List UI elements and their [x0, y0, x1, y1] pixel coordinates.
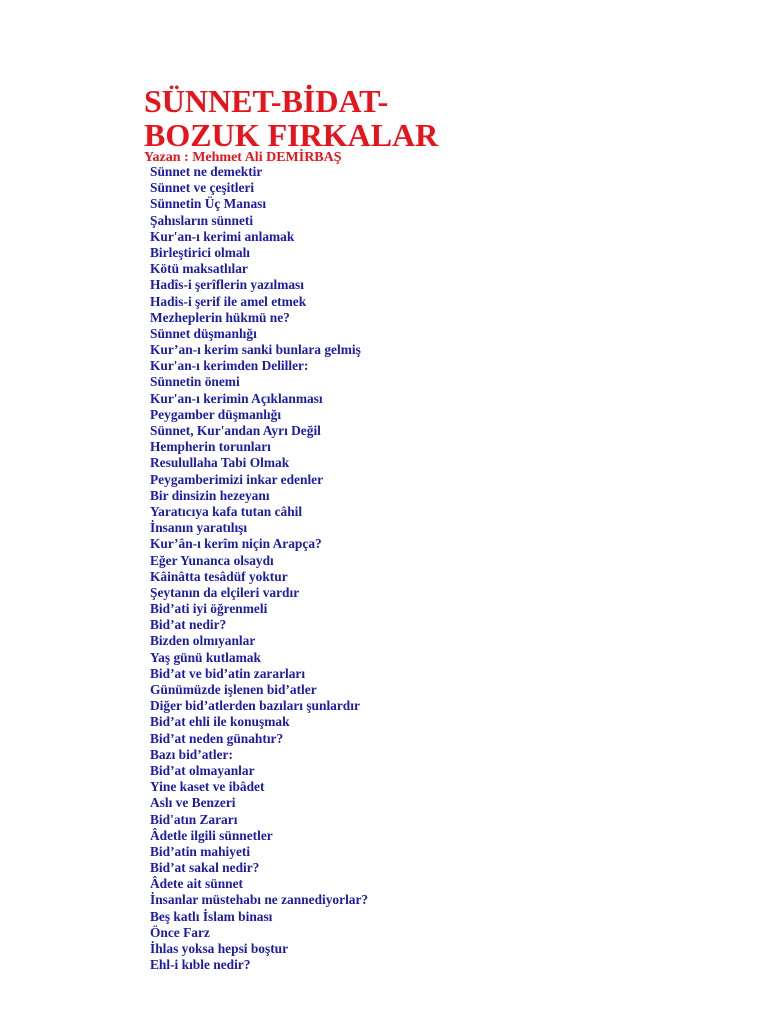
toc-link[interactable]: Bid’ati iyi öğrenmeli	[150, 601, 268, 617]
toc-link[interactable]: Sünnetin Üç Manası	[150, 196, 267, 212]
toc-link[interactable]: Aslı ve Benzeri	[150, 795, 236, 811]
toc-link[interactable]: Mezheplerin hükmü ne?	[150, 309, 290, 325]
toc-link[interactable]: Sünnet, Kur'andan Ayrı Değil	[150, 423, 321, 438]
toc-link[interactable]: Sünnet düşmanlığı	[150, 325, 257, 341]
toc-link[interactable]: Âdete ait sünnet	[150, 876, 243, 892]
toc-link[interactable]: Bid’at sakal nedir?	[150, 860, 260, 876]
toc-link[interactable]: Hadîs-i şerîflerin yazılması	[150, 277, 304, 293]
document-title	[144, 84, 744, 152]
toc-link[interactable]: Hadis-i şerif ile amel etmek	[150, 293, 307, 309]
toc-link[interactable]: Bir dinsizin hezeyanı	[150, 487, 270, 503]
toc-link[interactable]: Kur'an-ı kerimden Deliller:	[150, 358, 309, 374]
toc-link[interactable]: Resulullaha Tabi Olmak	[150, 455, 290, 471]
toc-link[interactable]: Kur'an-ı kerimin Açıklanması	[150, 390, 323, 406]
toc-link[interactable]: Bid’atin mahiyeti	[150, 843, 251, 859]
title-line-2: BOZUK FIRKALAR	[144, 117, 439, 153]
toc-link[interactable]: Yaş günü kutlamak	[150, 649, 261, 665]
toc-link[interactable]: Kur'an-ı kerimi anlamak	[150, 228, 295, 244]
toc-link[interactable]: Sünnet ne demektir	[150, 164, 263, 179]
toc-link[interactable]: Bazı bid’atler:	[150, 746, 233, 762]
toc-link[interactable]: Bizden olmıyanlar	[150, 633, 256, 649]
toc-link[interactable]: Şahısların sünneti	[150, 212, 254, 228]
toc-link[interactable]: Bid'atın Zararı	[150, 811, 238, 827]
toc-link[interactable]: Peygamberimizi inkar edenler	[150, 471, 324, 487]
toc-link[interactable]: Bid’at nedir?	[150, 617, 227, 633]
toc-link[interactable]: İhlas yoksa hepsi boştur	[150, 941, 289, 956]
toc-link[interactable]: Peygamber düşmanlığı	[150, 406, 282, 422]
toc-link[interactable]: Günümüzde işlenen bid’atler	[150, 682, 317, 697]
toc-link[interactable]: Âdetle ilgili sünnetler	[150, 827, 273, 843]
toc-link[interactable]: İnsanın yaratılışı	[150, 520, 248, 536]
toc-link[interactable]: Sünnet ve çeşitleri	[150, 180, 255, 196]
toc-link[interactable]: Birleştirici olmalı	[150, 244, 251, 260]
toc-link[interactable]: Sünnetin önemi	[150, 374, 240, 390]
toc-link[interactable]: Bid’at ehli ile konuşmak	[150, 714, 290, 730]
toc-link[interactable]: Şeytanın da elçileri vardır	[150, 584, 300, 600]
toc-link[interactable]: Beş katlı İslam binası	[150, 908, 273, 924]
toc-link[interactable]: Yaratıcıya kafa tutan câhil	[150, 503, 303, 519]
toc-link[interactable]: Eğer Yunanca olsaydı	[150, 552, 274, 568]
toc-link[interactable]: Bid’at ve bid’atin zararları	[150, 665, 306, 681]
toc-link[interactable]: Önce Farz	[150, 924, 210, 940]
toc-link[interactable]: Bid’at olmayanlar	[150, 762, 255, 778]
toc-link[interactable]: Kötü maksatlılar	[150, 261, 248, 277]
toc-link[interactable]: İnsanlar müstehabı ne zannediyorlar?	[150, 892, 369, 908]
title-line-1: SÜNNET-BİDAT-	[144, 83, 389, 119]
toc-link[interactable]: Yine kaset ve ibâdet	[150, 779, 265, 795]
toc-link[interactable]: Kur’an-ı kerim sanki bunlara gelmiş	[150, 342, 361, 358]
table-of-contents	[150, 164, 368, 973]
toc-link[interactable]: Kur’ân-ı kerîm niçin Arapça?	[150, 536, 322, 552]
author-line: Yazan : Mehmet Ali DEMİRBAŞ	[144, 150, 342, 165]
toc-link[interactable]: Diğer bid’atlerden bazıları şunlardır	[150, 698, 360, 714]
toc-link[interactable]: Ehl-i kıble nedir?	[150, 957, 251, 973]
toc-link[interactable]: Bid’at neden günahtır?	[150, 730, 284, 746]
toc-link[interactable]: Hempherin torunları	[150, 439, 271, 455]
toc-link[interactable]: Kâinâtta tesâdüf yoktur	[150, 568, 288, 584]
